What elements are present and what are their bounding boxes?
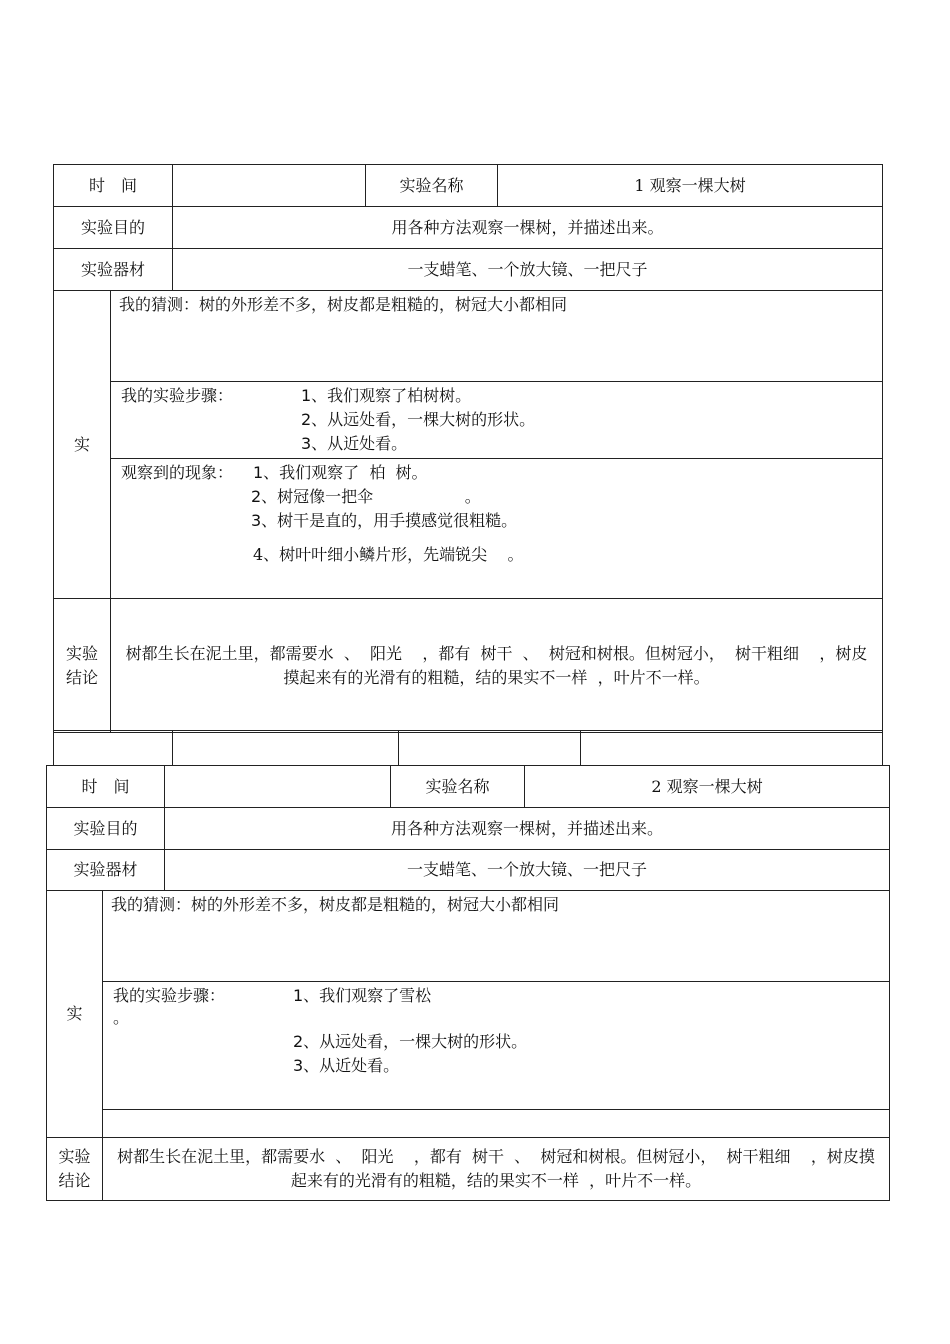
step-2: 2、从远处看，一棵大树的形状。 bbox=[301, 410, 536, 429]
record-table-2 bbox=[46, 765, 890, 1201]
step-3: 3、从近处看。 bbox=[293, 1056, 400, 1075]
purpose-value[interactable]: 用各种方法观察一棵树，并描述出来。 bbox=[165, 808, 890, 850]
guess-text: 我的猜测：树的外形差不多，树皮都是粗糙的，树冠大小都相同 bbox=[119, 295, 568, 314]
phenomenon-1: 1、我们观察了 柏 树。 bbox=[253, 463, 428, 482]
conclusion-label-line-1: 实验 bbox=[58, 1147, 91, 1166]
time-value[interactable] bbox=[165, 766, 391, 808]
blank-row-table bbox=[53, 730, 883, 766]
phenomena-cell[interactable] bbox=[111, 459, 883, 599]
blank-cell-3[interactable] bbox=[399, 731, 581, 766]
conclusion-label bbox=[47, 1138, 103, 1201]
process-label: 实 bbox=[47, 891, 103, 1138]
materials-value[interactable]: 一支蜡笔、一个放大镜、一把尺子 bbox=[165, 850, 890, 891]
steps-cell[interactable] bbox=[111, 382, 883, 459]
guess-text: 我的猜测：树的外形差不多，树皮都是粗糙的，树冠大小都相同 bbox=[111, 895, 560, 914]
experiment-name-value[interactable]: 2 观察一棵大树 bbox=[525, 766, 890, 808]
blank-cell-1[interactable] bbox=[54, 731, 173, 766]
phenomenon-4: 4、树叶叶细小鳞片形，先端锐尖 。 bbox=[253, 545, 524, 564]
step-1: 1、我们观察了柏树树。 bbox=[301, 386, 472, 405]
conclusion-label bbox=[54, 599, 111, 733]
materials-label: 实验器材 bbox=[54, 249, 173, 291]
conclusion-label-line-2: 结论 bbox=[65, 667, 98, 687]
process-label: 实 bbox=[54, 291, 111, 599]
purpose-value[interactable]: 用各种方法观察一棵树，并描述出来。 bbox=[173, 207, 883, 249]
purpose-label: 实验目的 bbox=[54, 207, 173, 249]
phenomena-label: 观察到的现象： bbox=[121, 463, 234, 482]
experiment-name-label: 实验名称 bbox=[391, 766, 525, 808]
steps-label: 我的实验步骤： bbox=[121, 386, 234, 405]
blank-cell-2[interactable] bbox=[173, 731, 399, 766]
step-2: 2、从远处看，一棵大树的形状。 bbox=[293, 1032, 528, 1051]
guess-cell[interactable] bbox=[111, 291, 883, 382]
record-table-1 bbox=[53, 164, 883, 733]
guess-cell[interactable] bbox=[103, 891, 890, 982]
step-1: 1、我们观察了雪松 bbox=[293, 986, 432, 1005]
materials-label: 实验器材 bbox=[47, 850, 165, 891]
steps-label: 我的实验步骤： bbox=[113, 986, 226, 1005]
time-label: 时 间 bbox=[54, 165, 173, 207]
step-3: 3、从近处看。 bbox=[301, 434, 408, 453]
time-label: 时 间 bbox=[47, 766, 165, 808]
time-value[interactable] bbox=[173, 165, 366, 207]
experiment-name-label: 实验名称 bbox=[366, 165, 498, 207]
experiment-name-value[interactable]: 1 观察一棵大树 bbox=[498, 165, 883, 207]
blank-cell-4[interactable] bbox=[581, 731, 883, 766]
materials-value[interactable]: 一支蜡笔、一个放大镜、一把尺子 bbox=[173, 249, 883, 291]
step-1-tail: 。 bbox=[113, 1008, 130, 1027]
phenomenon-3: 3、树干是直的，用手摸感觉很粗糙。 bbox=[251, 511, 518, 530]
purpose-label: 实验目的 bbox=[47, 808, 165, 850]
conclusion-text[interactable]: 树都生长在泥土里，都需要水 、 阳光 ，都有 树干 、 树冠和树根。但树冠小， 树干粗细 ，树皮摸起来有的光滑有的粗糙，结的果实不一样 ，叶片不一样。 bbox=[111, 599, 883, 733]
conclusion-label-line-2: 结论 bbox=[58, 1171, 91, 1190]
conclusion-label-line-1: 实验 bbox=[65, 643, 98, 663]
phenomenon-2: 2、树冠像一把伞 。 bbox=[251, 487, 481, 506]
phenomena-cell[interactable] bbox=[103, 1110, 890, 1138]
steps-cell[interactable] bbox=[103, 982, 890, 1110]
conclusion-text[interactable]: 树都生长在泥土里，都需要水 、 阳光 ，都有 树干 、 树冠和树根。但树冠小， 树干粗细 ，树皮摸起来有的光滑有的粗糙，结的果实不一样 ，叶片不一样。 bbox=[103, 1138, 890, 1201]
